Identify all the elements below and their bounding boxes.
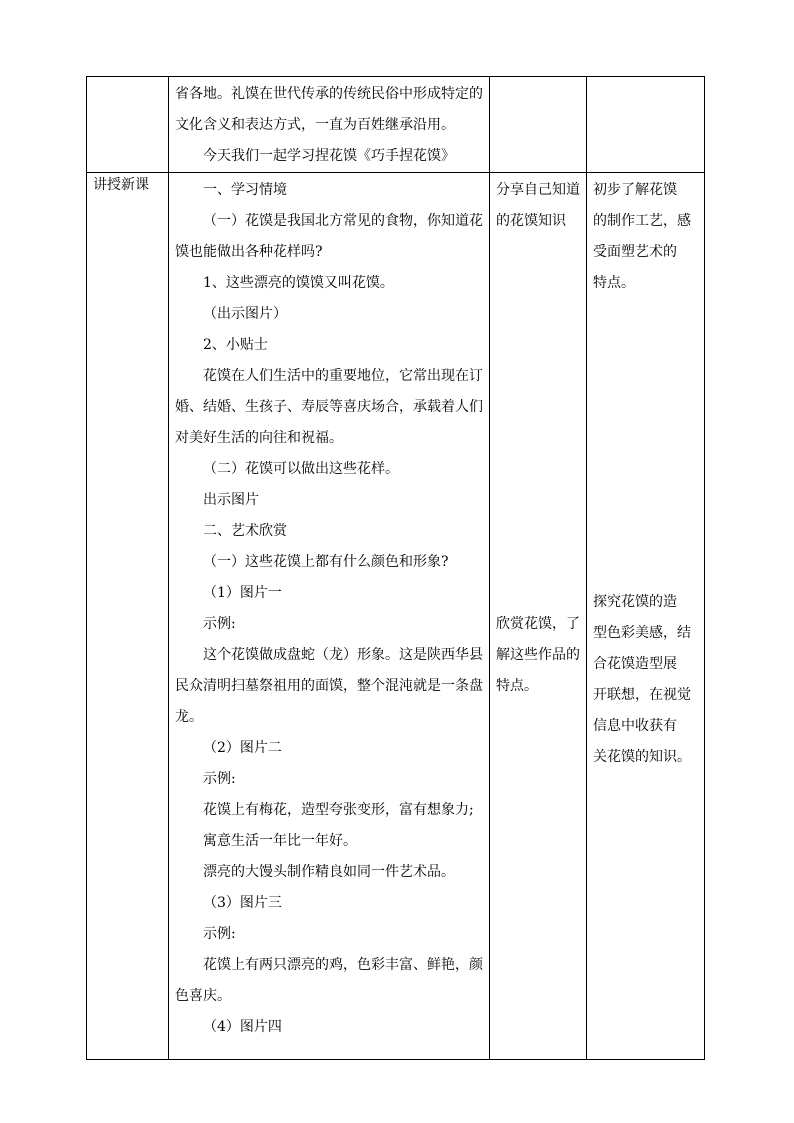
- student-activity: [490, 173, 586, 702]
- design-intent-line: 型色彩美感，结: [593, 625, 691, 641]
- text-line: 今天我们一起学习捏花馍《巧手捏花馍》: [203, 148, 455, 164]
- student-activity-line: 的花馍知识: [496, 213, 566, 229]
- text-line: 示例:: [203, 771, 236, 787]
- text-line: 示例:: [203, 616, 236, 632]
- text-line: （1）图片一: [203, 585, 282, 601]
- text-line: 1、这些漂亮的馍馍又叫花馍。: [203, 275, 394, 291]
- design-intent-line: 合花馍造型展: [593, 656, 677, 672]
- text-line: 二、艺术欣赏: [203, 523, 287, 539]
- text-line: 婚、结婚、生孩子、寿辰等喜庆场合，承载着人们: [175, 399, 483, 415]
- text-line: （2）图片二: [203, 740, 282, 756]
- main-content: [169, 173, 489, 1043]
- text-line: 这个花馍做成盘蛇（龙）形象。这是陕西华县: [203, 647, 483, 663]
- student-activity-line: 解这些作品的: [496, 647, 580, 663]
- design-intent-line: 开联想，在视觉: [593, 687, 691, 703]
- intro-label-cell: [87, 77, 169, 173]
- student-activity-line: 特点。: [496, 678, 538, 694]
- design-intent-line: 关花馍的知识。: [593, 749, 691, 765]
- text-line: 示例:: [203, 926, 236, 942]
- text-line: （二）花馍可以做出这些花样。: [203, 461, 399, 477]
- intro-intent-cell: [587, 77, 705, 173]
- table-row-intro: [87, 77, 705, 173]
- intro-activity-cell: [490, 77, 587, 173]
- text-line: 省各地。礼馍在世代传承的传统民俗中形成特定的: [175, 86, 483, 102]
- text-line: 花馍上有梅花，造型夸张变形，富有想象力;: [203, 802, 474, 818]
- design-intent-line: 信息中收获有: [593, 718, 677, 734]
- section-label-cell: [87, 173, 169, 1060]
- student-activity-line: 分享自己知道: [496, 182, 580, 198]
- intro-content: [169, 77, 489, 172]
- text-line: 寓意生活一年比一年好。: [203, 833, 357, 849]
- text-line: （3）图片三: [203, 895, 282, 911]
- lesson-plan-table: [86, 76, 705, 1060]
- text-line: 对美好生活的向往和祝福。: [175, 430, 343, 446]
- text-line: 出示图片: [203, 492, 259, 508]
- text-line: （一）花馍是我国北方常见的食物，你知道花: [203, 213, 483, 229]
- text-line: 一、学习情境: [203, 182, 287, 198]
- text-line: 漂亮的大馒头制作精良如同一件艺术品。: [203, 864, 455, 880]
- design-intent-line: 受面塑艺术的: [593, 244, 677, 260]
- table-row-main: [87, 173, 705, 1060]
- text-line: 2、小贴士: [203, 337, 268, 353]
- student-activity-cell: [490, 173, 587, 1060]
- text-line: 色喜庆。: [175, 988, 231, 1004]
- text-line: 民众清明扫墓祭祖用的面馍，整个混沌就是一条盘: [175, 678, 483, 694]
- text-line: 龙。: [175, 709, 203, 725]
- design-intent-line: 的制作工艺，感: [593, 213, 691, 229]
- design-intent-line: 初步了解花馍: [593, 182, 677, 198]
- section-label: 讲授新课: [93, 177, 149, 193]
- intro-content-cell: [169, 77, 490, 173]
- spacer: [593, 299, 698, 587]
- student-activity-line: 欣赏花馍，了: [496, 616, 580, 632]
- spacer: [496, 237, 580, 609]
- text-line: 花馍上有两只漂亮的鸡，色彩丰富、鲜艳，颜: [203, 957, 483, 973]
- design-intent-line: 探究花馍的造: [593, 594, 677, 610]
- text-line: 花馍在人们生活中的重要地位，它常出现在订: [203, 368, 483, 384]
- design-intent: [587, 173, 704, 773]
- text-line: 文化含义和表达方式，一直为百姓继承沿用。: [175, 117, 455, 133]
- text-line: （4）图片四: [203, 1019, 282, 1035]
- design-intent-line: 特点。: [593, 275, 635, 291]
- text-line: （出示图片）: [203, 306, 287, 322]
- main-content-cell: [169, 173, 490, 1060]
- text-line: 馍也能做出各种花样吗?: [175, 244, 323, 260]
- design-intent-cell: [587, 173, 705, 1060]
- text-line: （一）这些花馍上都有什么颜色和形象?: [203, 554, 449, 570]
